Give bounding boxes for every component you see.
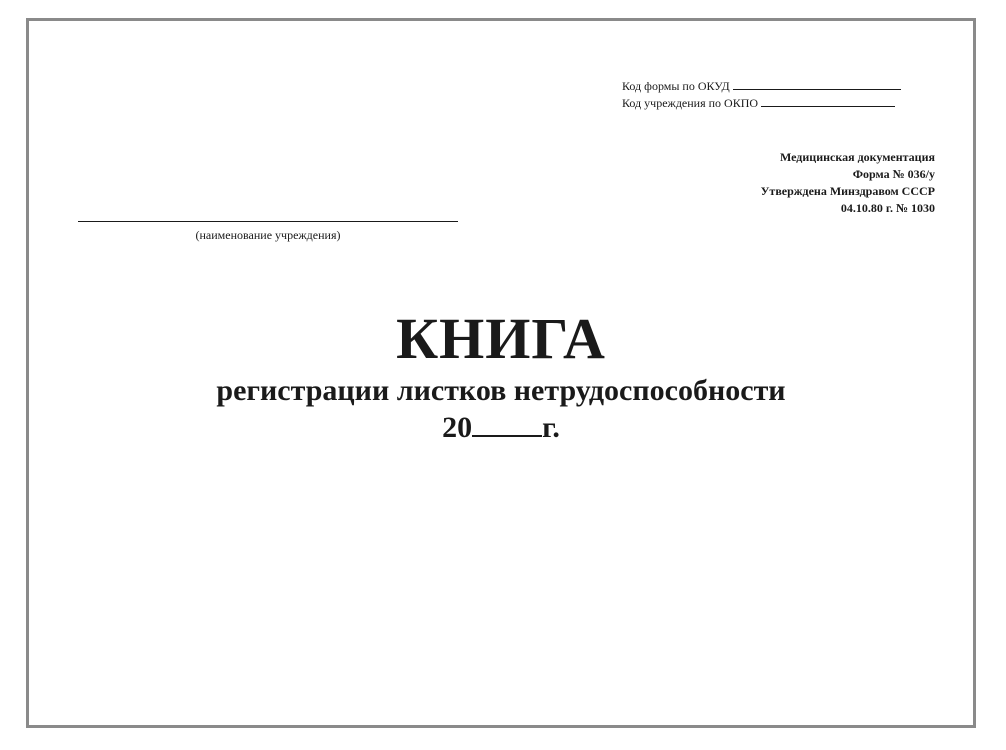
- okud-code-label: Код формы по ОКУД: [622, 79, 730, 93]
- year-suffix: г.: [542, 411, 560, 444]
- institution-name-blank: [78, 217, 458, 222]
- okud-code-blank: [733, 79, 901, 90]
- approval-block: [761, 149, 935, 217]
- okpo-code-label: Код учреждения по ОКПО: [622, 96, 759, 110]
- title-block: [29, 305, 973, 447]
- approval-line-approved-by: Утверждена Минздравом СССР: [760, 184, 935, 198]
- form-codes: [622, 78, 901, 112]
- institution-name-caption: (наименование учреждения): [195, 228, 341, 242]
- approval-line-form-number: Форма № 036/у: [852, 167, 935, 181]
- book-title: КНИГА: [396, 306, 606, 371]
- year-blank: [472, 413, 542, 437]
- approval-line-doc-type: Медицинская документация: [779, 150, 935, 164]
- book-year: [29, 409, 973, 447]
- okpo-code-blank: [761, 96, 895, 107]
- document-page: [26, 18, 976, 728]
- okud-code-row: [622, 78, 901, 95]
- okpo-code-row: [622, 95, 901, 112]
- year-prefix: 20: [442, 411, 473, 444]
- approval-line-date: 04.10.80 г. № 1030: [840, 201, 935, 215]
- institution-name-field: [78, 217, 458, 243]
- book-subtitle: регистрации листков нетрудоспособности: [216, 374, 786, 407]
